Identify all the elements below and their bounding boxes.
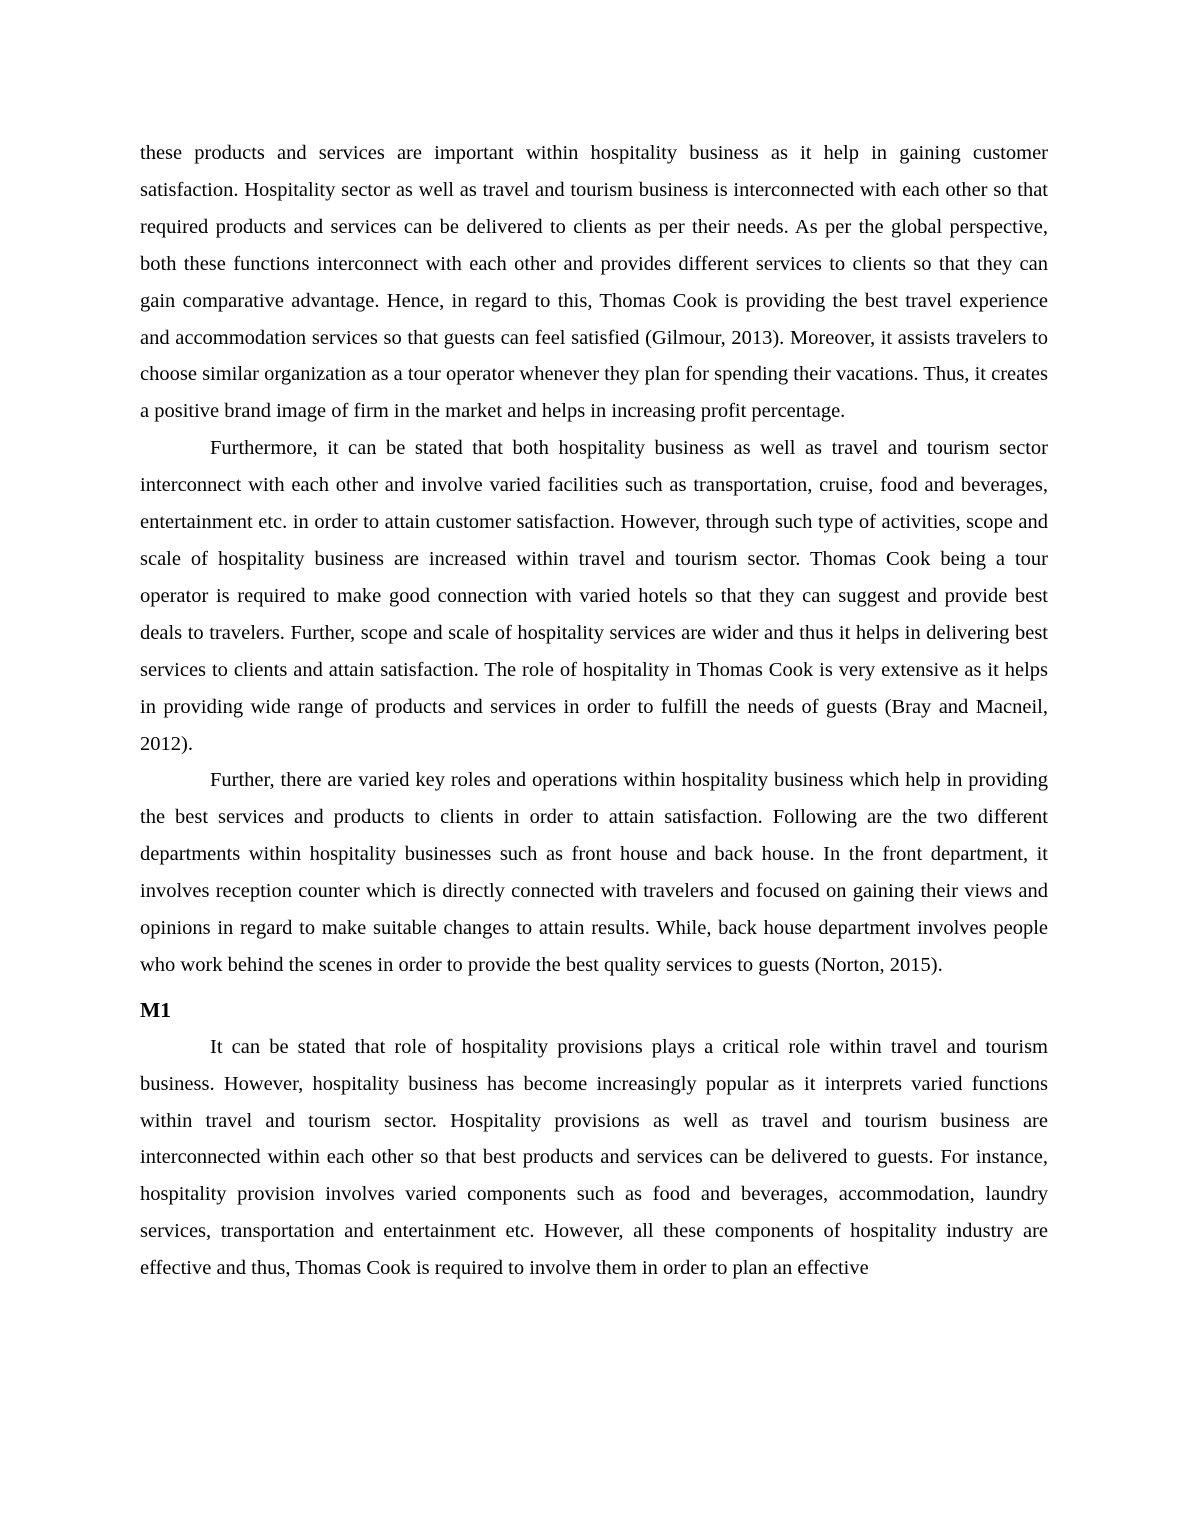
paragraph-continuation: these products and services are important within hospitality business as it help in gaining customer satisfaction. Hospitality sector as well as travel and tourism business is interconnected with each other so that required products and services can be delivered to clients as per their needs. As per the global perspective, both these functions interconnect with each other and provides different services to clients so that they can gain comparative advantage. Hence, in regard to this, Thomas Cook is providing the best travel experience and accommodation services so that guests can feel satisfied (Gilmour, 2013). Moreover, it assists travelers to choose similar organization as a tour operator whenever they plan for spending their vacations. Thus, it creates a positive brand image of firm in the market and helps in increasing profit percentage. [140, 142, 1048, 423]
section-heading-m1: M1 [140, 997, 172, 1022]
document-page [140, 135, 1048, 1287]
paragraph-furthermore: Furthermore, it can be stated that both hospitality business as well as travel and tourism sector interconnect with each other and involve varied facilities such as transportation, cruise, food and beverages, entertainment etc. in order to attain customer satisfaction. However, through such type of activities, scope and scale of hospitality business are increased within travel and tourism sector. Thomas Cook being a tour operator is required to make good connection with varied hotels so that they can suggest and provide best deals to travelers. Further, scope and scale of hospitality services are wider and thus it helps in delivering best services to clients and attain satisfaction. The role of hospitality in Thomas Cook is very extensive as it helps in providing wide range of products and services in order to fulfill the needs of guests (Bray and Macneil, 2012). [140, 437, 1048, 755]
paragraph-key-roles: Further, there are varied key roles and operations within hospitality business which help in providing the best services and products to clients in order to attain satisfaction. Following are the two different departments within hospitality businesses such as front house and back house. In the front department, it involves reception counter which is directly connected with travelers and focused on gaining their views and opinions in regard to make suitable changes to attain results. While, back house department involves people who work behind the scenes in order to provide the best quality services to guests (Norton, 2015). [140, 769, 1048, 976]
paragraph-m1: It can be stated that role of hospitality provisions plays a critical role within travel and tourism business. However, hospitality business has become increasingly popular as it interprets varied functions within travel and tourism sector. Hospitality provisions as well as travel and tourism business are interconnected within each other so that best products and services can be delivered to guests. For instance, hospitality provision involves varied components such as food and beverages, accommodation, laundry services, transportation and entertainment etc. However, all these components of hospitality industry are effective and thus, Thomas Cook is required to involve them in order to plan an effective [140, 1035, 1048, 1280]
